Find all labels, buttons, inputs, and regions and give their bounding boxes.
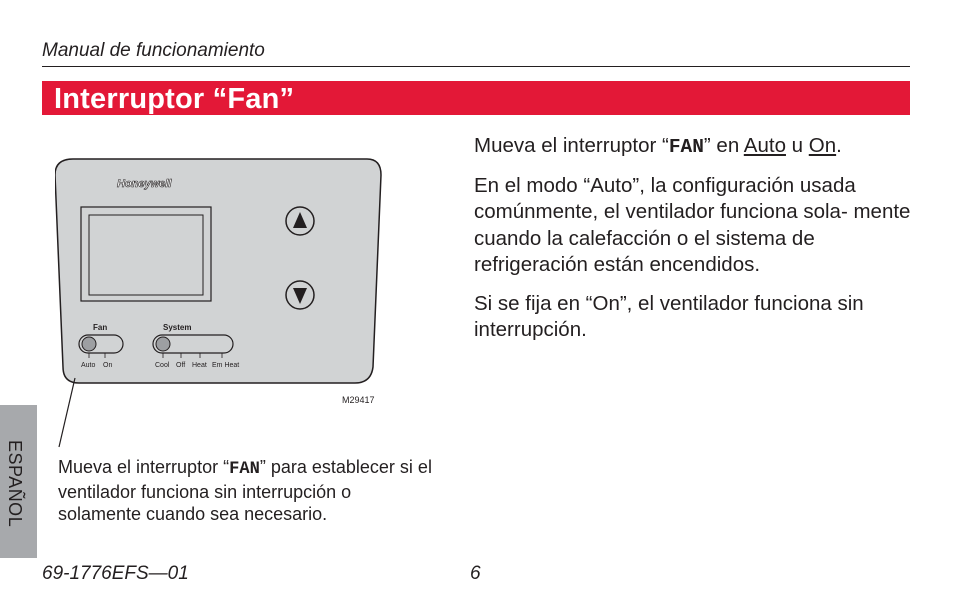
fan-position-auto: Auto [81, 362, 96, 369]
caption: Mueva el interruptor “FAN” para establecer si el ventilador funciona sin interrupción o solamente cuando sea necesario. [58, 457, 432, 524]
body-text [474, 133, 914, 356]
header-title: Manual de funcionamiento [42, 40, 265, 61]
system-label: System [163, 323, 192, 332]
paragraph-auto-mode: En el modo “Auto”, la configuración usada comúnmente, el ventilador funciona sola- mente cuando la calefacción o el sistema de refrigeración están encendidos. [474, 173, 911, 276]
brand-logo: Honeywell [117, 178, 172, 190]
language-tab [0, 405, 37, 558]
fan-switch-knob [82, 337, 96, 351]
system-position-off: Off [176, 362, 186, 369]
on-term: On [808, 134, 837, 157]
auto-term: Auto [743, 134, 786, 157]
display-screen [89, 215, 203, 295]
fan-label: Fan [93, 323, 108, 332]
system-position-em-heat: Em Heat [212, 362, 240, 369]
system-switch-knob [156, 337, 170, 351]
section-banner [42, 81, 910, 115]
system-position-cool: Cool [155, 362, 170, 369]
fan-position-on: On [103, 362, 113, 369]
paragraph-fan-switch: Mueva el interruptor “FAN” en Auto u On. [474, 134, 842, 158]
paragraph-on-mode: Si se fija en “On”, el ventilador funciona sin interrupción. [474, 291, 864, 341]
section-title: Interruptor “Fan” [54, 83, 295, 115]
callout-line [59, 378, 75, 447]
footer-doc-number: 69-1776EFS—01 [42, 563, 189, 584]
thermostat-figure [55, 155, 395, 465]
language-tab-label: ESPAÑOL [5, 440, 25, 528]
caption-fan-code: FAN [229, 460, 260, 479]
footer-page-number: 6 [470, 563, 481, 584]
header-rule [42, 66, 910, 67]
figure-id: M29417 [342, 395, 375, 405]
system-position-heat: Heat [192, 362, 207, 369]
fan-code: FAN [668, 136, 704, 158]
